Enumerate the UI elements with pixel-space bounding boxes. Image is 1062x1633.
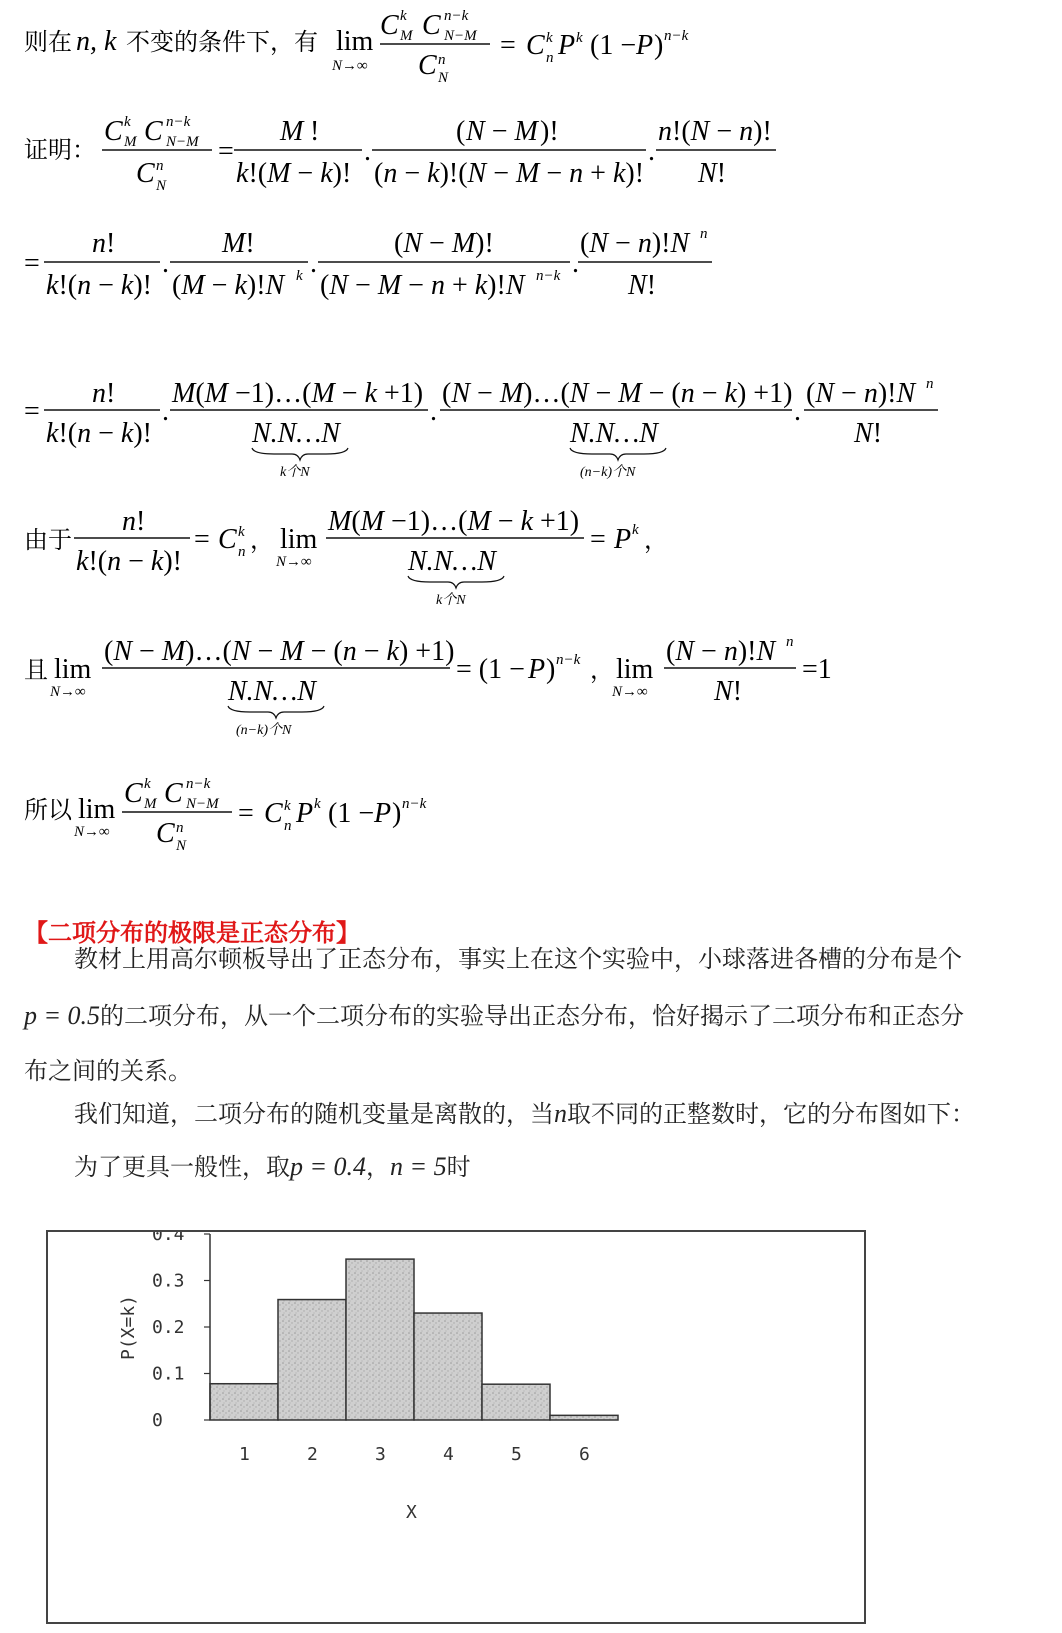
svg-text:C: C [164,778,183,809]
svg-text:P: P [558,30,576,61]
svg-text:k: k [124,114,131,130]
svg-text:n: n [284,818,292,834]
svg-text:C: C [104,116,123,147]
and-statement [24,630,884,744]
x-tick-label: 4 [443,1444,454,1465]
svg-text:P: P [636,30,654,61]
svg-text:!: ! [310,116,320,147]
svg-text:): ) [546,654,556,685]
bar-5 [482,1384,550,1420]
svg-text:.: . [648,136,655,167]
x-tick-label: 1 [239,1444,250,1465]
svg-text:(N − M)…(N − M − (n − k) +1): (N − M)…(N − M − (n − k) +1) [442,378,793,409]
svg-text:N: N [156,178,167,194]
and-under-brace: (n−k)个N [236,723,292,738]
para2-n: n [554,1099,567,1128]
svg-text:M: M [124,134,137,150]
svg-text:(1 −: (1 − [590,30,637,61]
svg-text:.: . [572,248,579,279]
svg-text:k!(n − k)!: k!(n − k)! [76,546,182,577]
proof-step-3-formula [24,372,964,482]
svg-text:n−k: n−k [402,796,427,812]
svg-text:): ) [392,798,402,829]
svg-text:C: C [124,778,143,809]
svg-text:N!: N! [854,418,883,449]
svg-text:M!: M! [222,228,255,259]
svg-text:M(M −1)…(M − k +1): M(M −1)…(M − k +1) [172,378,424,409]
y-tick-label: 0 [152,1410,163,1431]
proof-step-3 [24,372,964,486]
svg-text:k: k [296,268,303,284]
svg-text:N.N…N: N.N…N [252,418,340,449]
svg-text:C: C [156,818,175,849]
svg-text:lim: lim [336,26,374,57]
y-tick-label: 0.2 [152,1317,185,1338]
svg-text:M: M [144,796,157,812]
svg-text:N→∞: N→∞ [50,684,86,700]
limit-formula [24,4,744,94]
svg-text:k: k [400,8,407,24]
bar-1 [210,1384,278,1420]
svg-text:N.N…N: N.N…N [570,418,658,449]
svg-text:(N − M)…(N − M − (n − k) +1): (N − M)…(N − M − (n − k) +1) [104,636,455,667]
svg-text:N→∞: N→∞ [612,684,648,700]
svg-text:(M − k)!N: (M − k)!N [172,270,285,301]
svg-text:n−k: n−k [444,8,469,24]
intro-statement [24,4,744,98]
svg-text:=: = [590,524,606,555]
y-tick-label: 0.3 [152,1270,185,1292]
svg-text:(N − n)!N: (N − n)!N [666,636,776,667]
svg-text:n−k: n−k [664,28,689,44]
svg-text:N: N [438,70,449,86]
svg-text:=: = [238,798,254,829]
svg-text:P: P [614,524,632,555]
para3-n: n = 5 [390,1152,447,1181]
svg-text:n: n [438,52,446,68]
svg-text:n: n [700,226,708,242]
svg-text:.: . [162,396,169,427]
svg-text:k!(M − k)!: k!(M − k)! [236,158,352,189]
svg-text:N→∞: N→∞ [332,58,368,74]
svg-text:k: k [546,30,553,46]
y-tick-label: 0.4 [152,1232,185,1245]
since-formula [24,500,724,610]
svg-text:N: N [176,838,187,854]
and-sep: ， [590,656,614,684]
svg-text:n: n [176,820,184,836]
para3-p: p = 0.4 [290,1152,367,1181]
svg-text:N!: N! [698,158,727,189]
svg-text:(1 −: (1 − [328,798,375,829]
para2-b: 取不同的正整数时，它的分布图如下： [567,1100,975,1128]
svg-text:(N − n)!N: (N − n)!N [806,378,916,409]
svg-text:P: P [528,654,546,685]
svg-text:.: . [162,248,169,279]
svg-text:(n − k)!(N − M − n + k)!: (n − k)!(N − M − n + k)! [374,158,645,189]
and-lead: 且 [24,656,48,684]
and-formula [24,630,884,740]
x-tick-label: 3 [375,1444,386,1465]
bar-3 [346,1259,414,1420]
svg-text:M: M [280,116,304,147]
svg-text:(N − M − n + k)!N: (N − M − n + k)!N [320,270,525,301]
svg-text:C: C [264,798,283,829]
svg-text:N.N…N: N.N…N [408,546,496,577]
svg-text:n!: n! [92,378,116,409]
svg-text:N.N…N: N.N…N [228,676,316,707]
bar-4 [414,1313,482,1420]
chart-frame [46,1230,866,1624]
since-sep: ， [250,526,274,554]
svg-text:lim: lim [280,524,318,555]
svg-text:N!: N! [714,676,743,707]
svg-text:N−M: N−M [186,796,219,812]
x-tick-label: 2 [307,1444,318,1465]
since-end: ， [644,526,668,554]
svg-text:=: = [194,524,210,555]
binomial-bar-chart [48,1232,864,1622]
therefore-statement [24,770,624,864]
svg-text:(N − n)!N: (N − n)!N [580,228,690,259]
svg-text:k: k [144,776,151,792]
svg-text:n: n [546,50,554,66]
svg-text:lim: lim [54,654,92,685]
svg-text:k: k [576,30,583,46]
under-brace-k: k个N [280,465,310,480]
svg-text:C: C [218,524,237,555]
svg-text:n!(N − n)!: n!(N − n)! [658,116,772,147]
under-brace-nk: (n−k)个N [580,465,636,480]
svg-text:n!: n! [92,228,116,259]
section-heading: 【二项分布的极限是正态分布】 [24,919,360,947]
svg-text:N→∞: N→∞ [74,824,110,840]
para1-p-value: p = 0.5 [24,1001,101,1030]
para1-line1: 教材上用高尔顿板导出了正态分布，事实上在这个实验中，小球落进各槽的分布是个 [74,945,962,973]
svg-text:N−M: N−M [166,134,199,150]
since-lead: 由于 [24,526,72,554]
para1-line2-text: 的二项分布，从一个二项分布的实验导出正态分布，恰好揭示了二项分布和正态分 [100,1002,965,1030]
svg-text:C: C [526,30,545,61]
svg-text:C: C [418,50,437,81]
svg-text:n: n [156,158,164,174]
svg-text:=: = [500,30,516,61]
para3 [74,1154,471,1180]
svg-text:n−k: n−k [536,268,561,284]
x-tick-label: 6 [579,1444,590,1465]
svg-text:): ) [654,30,664,61]
svg-text:N!: N! [628,270,657,301]
svg-text:.: . [430,396,437,427]
svg-text:n: n [238,544,246,560]
svg-text:k: k [238,524,245,540]
proof-step-1 [24,110,824,204]
svg-text:C: C [136,158,155,189]
svg-text:=: = [24,396,40,427]
svg-text:n: n [786,634,794,650]
svg-text:N→∞: N→∞ [276,554,312,570]
svg-text:N − M: N − M [466,116,538,147]
svg-text:k!(n − k)!: k!(n − k)! [46,418,152,449]
x-axis-label: X [406,1502,417,1523]
svg-text:.: . [364,136,371,167]
para3-a: 为了更具一般性，取 [74,1153,290,1181]
svg-text:.: . [794,396,801,427]
svg-text:C: C [422,10,441,41]
intro-vars: n, k [76,26,117,57]
svg-text:k!(n − k)!: k!(n − k)! [46,270,152,301]
svg-text:=: = [218,136,234,167]
svg-text:= (1 −: = (1 − [456,654,525,685]
para3-b: 时 [446,1153,471,1181]
svg-text:P: P [296,798,314,829]
since-statement [24,500,724,614]
svg-text:n−k: n−k [186,776,211,792]
x-ticks-group [239,1444,590,1465]
svg-text:k: k [632,522,639,538]
svg-text:lim: lim [616,654,654,685]
y-axis-label: P(X=k) [118,1294,139,1360]
proof-step-1-formula [24,110,824,200]
proof-step-2-formula [24,222,824,312]
bar-2 [278,1300,346,1420]
svg-text:(N − M)!: (N − M)! [394,228,494,259]
proof-step-2 [24,222,824,316]
therefore-lead: 所以 [24,796,72,824]
y-ticks-group [152,1232,210,1431]
svg-text:N−M: N−M [444,28,477,44]
para1-line2 [24,1003,964,1029]
svg-text:n!: n! [122,506,146,537]
para2 [74,1101,975,1127]
svg-text:)!: )! [540,116,559,147]
since-under-brace: k个N [436,593,466,608]
svg-text:=: = [24,248,40,279]
svg-text:M(M −1)…(M − k +1): M(M −1)…(M − k +1) [328,506,580,537]
svg-text:lim: lim [78,794,116,825]
svg-text:.: . [310,248,317,279]
bars-group [210,1259,618,1420]
svg-text:k: k [314,796,321,812]
svg-text:n−k: n−k [166,114,191,130]
svg-text:C: C [380,10,399,41]
therefore-formula [24,770,624,860]
para3-sep: ， [366,1153,391,1181]
svg-text:P: P [374,798,392,829]
svg-text:M: M [400,28,413,44]
y-tick-label: 0.1 [152,1363,185,1385]
svg-text:C: C [144,116,163,147]
svg-text:k: k [284,798,291,814]
para1-line3: 布之间的关系。 [24,1057,192,1085]
intro-lead: 则在 [24,28,72,56]
proof-label: 证明： [24,136,96,164]
svg-text:n: n [926,376,934,392]
svg-text:=1: =1 [802,654,832,685]
bar-6 [550,1415,618,1420]
svg-text:n−k: n−k [556,652,581,668]
intro-mid: 不变的条件下，有 [126,28,318,56]
x-tick-label: 5 [511,1444,522,1465]
para2-a: 我们知道，二项分布的随机变量是离散的，当 [74,1100,554,1128]
svg-text:(: ( [456,116,466,147]
